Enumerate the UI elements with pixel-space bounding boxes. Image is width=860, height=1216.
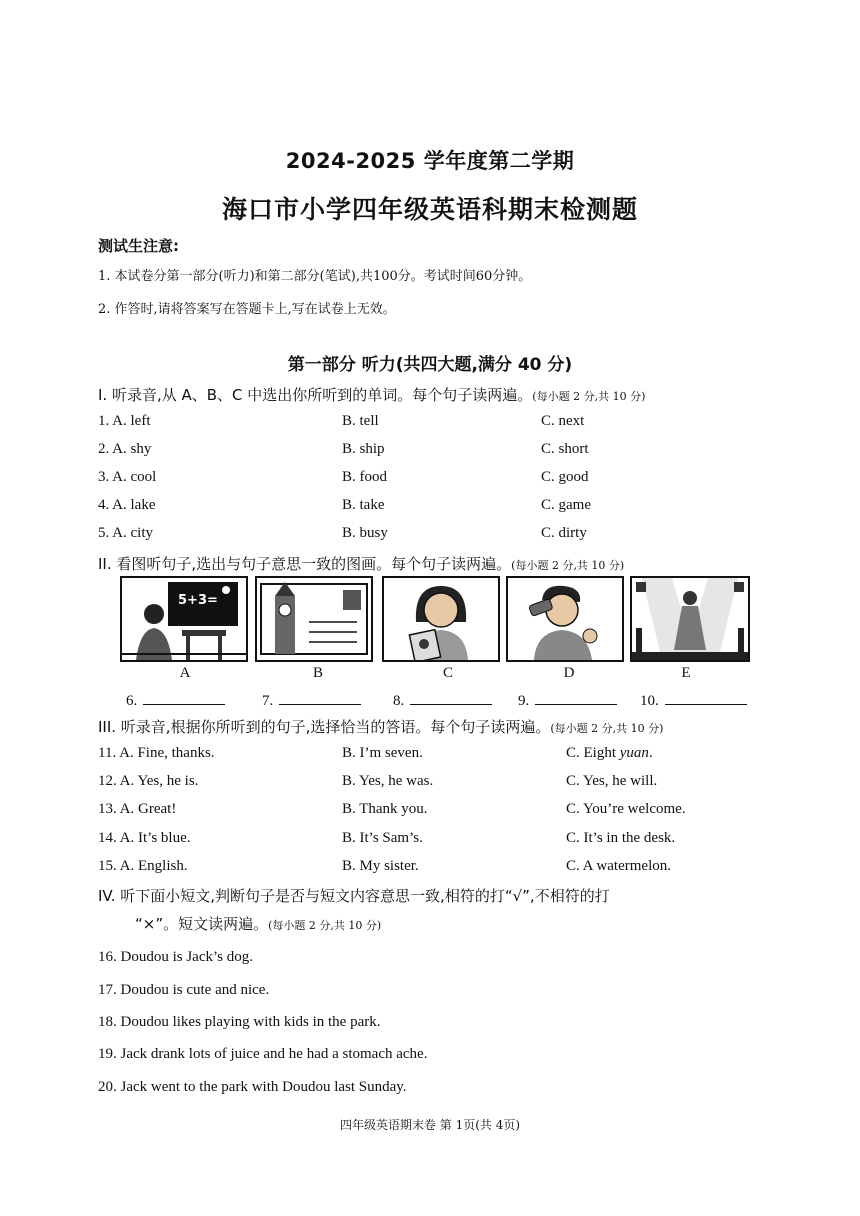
option-b: B. My sister.: [342, 858, 419, 874]
option-b: B. It’s Sam’s.: [342, 830, 423, 846]
teacher-blackboard-icon: [122, 578, 246, 660]
answer-blank[interactable]: [518, 690, 617, 710]
option-a: 1. A. left: [98, 413, 151, 429]
notice-heading: 测试生注意:: [98, 237, 179, 255]
picture-c-girl-book: [382, 576, 500, 662]
picture-a-classroom: [120, 576, 248, 662]
statement: 20. Jack went to the park with Doudou last Sunday.: [98, 1079, 407, 1095]
notice-item: 2. 作答时,请将答案写在答题卡上,写在试卷上无效。: [98, 302, 396, 317]
option-a: 4. A. lake: [98, 497, 156, 513]
option-c: C. A watermelon.: [566, 858, 671, 874]
option-a: 15. A. English.: [98, 858, 188, 874]
option-b: B. busy: [342, 525, 388, 541]
girl-reading-icon: [384, 578, 498, 660]
option-a: 11. A. Fine, thanks.: [98, 745, 215, 761]
option-c: C. It’s in the desk.: [566, 830, 676, 846]
picture-label-b: B: [312, 665, 323, 681]
question-row: [98, 469, 798, 491]
blank-number: 7.: [262, 693, 274, 709]
option-b: B. I’m seven.: [342, 745, 423, 761]
exam-title: 海口市小学四年级英语科期末检测题: [221, 195, 638, 224]
big-ben-postcard-icon: [257, 578, 371, 660]
section2-instruction: II. 看图听句子,选出与句子意思一致的图画。每个句子读两遍。(每小题 2 分,共 10 分): [98, 555, 625, 573]
part1-title: 第一部分 听力(共四大题,满分 40 分): [287, 355, 573, 375]
boy-drinking-icon: [508, 578, 622, 660]
section4-hint: (每小题 2 分,共 10 分): [268, 919, 382, 932]
question-row: [98, 830, 798, 852]
picture-label-a: A: [179, 665, 191, 681]
stage-singer-icon: [632, 578, 748, 660]
section1-hint: (每小题 2 分,共 10 分): [532, 390, 646, 403]
option-b: B. tell: [342, 413, 379, 429]
section4-instruction-line2: “×”。短文读两遍。(每小题 2 分,共 10 分): [135, 915, 382, 933]
answer-blank[interactable]: [640, 690, 747, 710]
section2-hint: (每小题 2 分,共 10 分): [511, 559, 625, 572]
option-c: C. You’re welcome.: [566, 801, 686, 817]
picture-label-d: D: [563, 665, 575, 681]
notice-item: 1. 本试卷分第一部分(听力)和第二部分(笔试),共100分。考试时间60分钟。: [98, 269, 532, 284]
option-a: 13. A. Great!: [98, 801, 177, 817]
picture-b-postcard: [255, 576, 373, 662]
question-row: [98, 413, 798, 435]
question-row: [98, 525, 798, 547]
option-b: B. food: [342, 469, 387, 485]
statement: 18. Doudou likes playing with kids in the park.: [98, 1014, 381, 1030]
option-a: 2. A. shy: [98, 441, 152, 457]
section3-hint: (每小题 2 分,共 10 分): [550, 722, 664, 735]
option-c: C. short: [541, 441, 589, 457]
statement: 16. Doudou is Jack’s dog.: [98, 949, 253, 965]
option-b: B. Thank you.: [342, 801, 428, 817]
option-a: 14. A. It’s blue.: [98, 830, 191, 846]
page-footer: 四年级英语期末卷 第 1页(共 4页): [339, 1118, 521, 1132]
picture-e-singer: [630, 576, 750, 662]
option-a: 3. A. cool: [98, 469, 157, 485]
exam-term-title: 2024-2025 学年度第二学期: [285, 149, 575, 173]
blank-number: 6.: [126, 693, 138, 709]
option-b: B. ship: [342, 441, 385, 457]
picture-strip: [120, 576, 750, 662]
option-b: B. Yes, he was.: [342, 773, 434, 789]
option-c: C. next: [541, 413, 585, 429]
section4-instruction-line1: IV. 听下面小短文,判断句子是否与短文内容意思一致,相符的打“√”,不相符的打: [98, 887, 610, 905]
question-row: [98, 773, 798, 795]
picture-label-e: E: [681, 665, 691, 681]
blank-number: 9.: [518, 693, 530, 709]
section3-instruction: III. 听录音,根据你所听到的句子,选择恰当的答语。每个句子读两遍。(每小题 2 分,共 10 分): [98, 718, 664, 736]
option-b: B. take: [342, 497, 385, 513]
picture-label-c: C: [442, 665, 453, 681]
section1-instruction: I. 听录音,从 A、B、C 中选出你所听到的单词。每个句子读两遍。(每小题 2 分,共 10 分): [98, 386, 646, 404]
option-c: C. Eight yuan.: [566, 745, 653, 761]
statement: 17. Doudou is cute and nice.: [98, 982, 270, 998]
question-row: [98, 497, 798, 519]
option-c: C. game: [541, 497, 591, 513]
option-c: C. good: [541, 469, 589, 485]
answer-blank[interactable]: [262, 690, 361, 710]
board-text: 5+3=: [178, 593, 218, 608]
blank-number: 10.: [640, 693, 659, 709]
answer-blank[interactable]: [126, 690, 225, 710]
answer-blank[interactable]: [393, 690, 492, 710]
question-row: [98, 801, 798, 823]
option-c: C. dirty: [541, 525, 587, 541]
question-row: [98, 745, 798, 767]
option-c: C. Yes, he will.: [566, 773, 658, 789]
picture-d-boy-drinking: [506, 576, 624, 662]
question-row: [98, 441, 798, 463]
blank-number: 8.: [393, 693, 405, 709]
statement: 19. Jack drank lots of juice and he had a stomach ache.: [98, 1046, 428, 1062]
option-a: 5. A. city: [98, 525, 153, 541]
question-row: [98, 858, 798, 880]
option-a: 12. A. Yes, he is.: [98, 773, 199, 789]
